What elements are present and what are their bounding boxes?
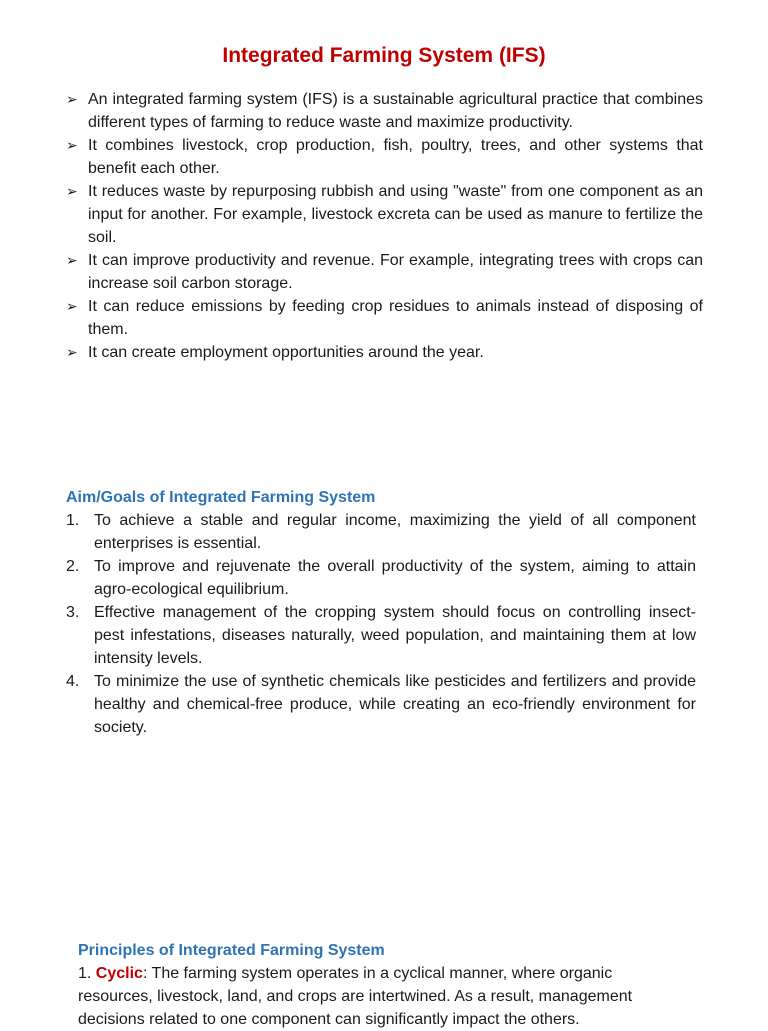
arrow-bullet-icon: ➢ <box>66 183 78 199</box>
ifs-bullet-list <box>66 88 703 364</box>
list-item: ➢ An integrated farming system (IFS) is a sustainable agricultural practice that combines different types of farming to reduce waste and maximize productivity. <box>66 88 703 134</box>
arrow-bullet-icon: ➢ <box>66 137 78 153</box>
list-item: ➢ It can reduce emissions by feeding crop residues to animals instead of disposing of them. <box>66 295 703 341</box>
list-item: ➢ It reduces waste by repurposing rubbish and using "waste" from one component as an input for another. For example, livestock excreta can be used as manure to fertilize the soil. <box>66 180 703 249</box>
arrow-bullet-icon: ➢ <box>66 298 78 314</box>
list-item: 2. To improve and rejuvenate the overall productivity of the system, aiming to attain agro-ecological equilibrium. <box>66 555 696 601</box>
list-item: 3. Effective management of the cropping system should focus on controlling insect- pest infestations, diseases naturally, weed population, and maintaining them at low intensity levels. <box>66 601 696 670</box>
list-item: 4. To minimize the use of synthetic chemicals like pesticides and fertilizers and provide healthy and chemical-free produce, while creating an eco-friendly environment for society. <box>66 670 696 739</box>
arrow-bullet-icon: ➢ <box>66 344 78 360</box>
list-item: ➢ It can improve productivity and revenue. For example, integrating trees with crops can increase soil carbon storage. <box>66 249 703 295</box>
aims-heading: Aim/Goals of Integrated Farming System <box>66 489 376 506</box>
principle-text: : The farming system operates in a cyclical manner, where organic resources, livestock, land, and crops are intertwined. As a result, management decisions related to one component can significantly impact the others. <box>78 965 633 1028</box>
arrow-bullet-icon: ➢ <box>66 91 78 107</box>
aims-list <box>66 509 696 739</box>
principle-item <box>78 962 690 1031</box>
list-number: 1. <box>66 512 80 529</box>
list-item: ➢ It combines livestock, crop production, fish, poultry, trees, and other systems that benefit each other. <box>66 134 703 180</box>
list-number: 3. <box>66 604 80 621</box>
page-title: Integrated Farming System (IFS) <box>222 44 546 67</box>
list-item: ➢ It can create employment opportunities around the year. <box>66 341 703 364</box>
list-number: 2. <box>66 558 80 575</box>
principle-number: 1. <box>78 965 92 982</box>
arrow-bullet-icon: ➢ <box>66 252 78 268</box>
list-item: 1. To achieve a stable and regular income, maximizing the yield of all component enterprises is essential. <box>66 509 696 555</box>
principle-term: Cyclic <box>95 965 143 982</box>
principles-heading: Principles of Integrated Farming System <box>78 942 385 959</box>
list-number: 4. <box>66 673 80 690</box>
